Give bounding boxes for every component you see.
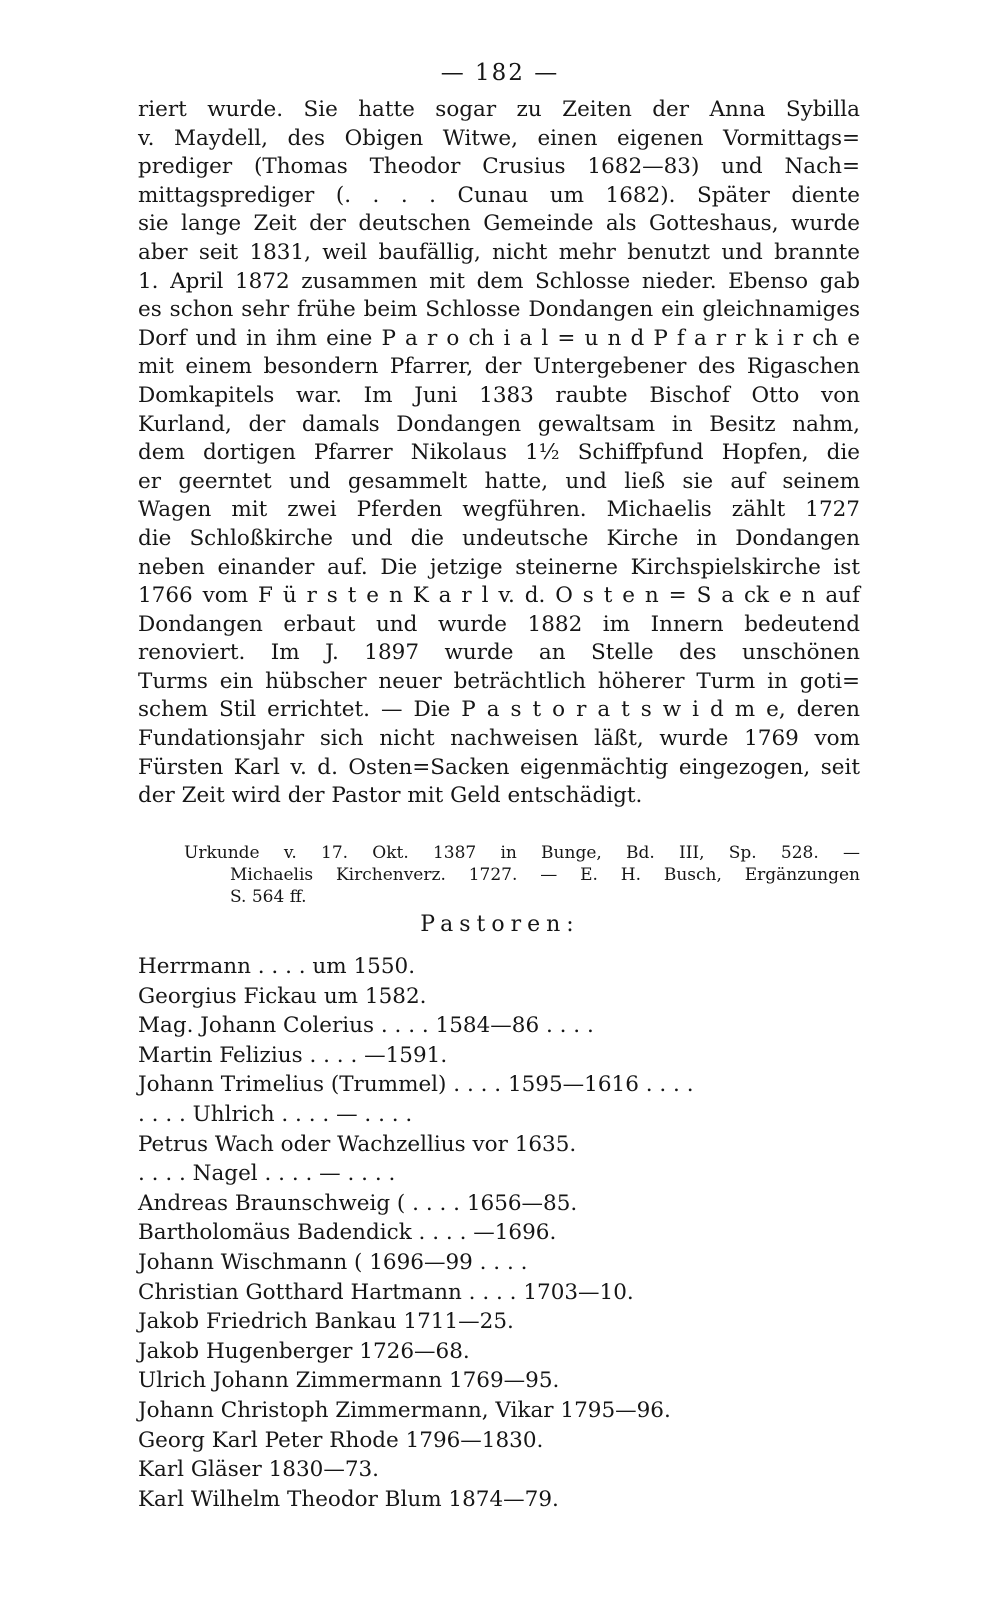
- text-line: es schon sehr frühe beim Schlosse Dondangen ein gleichnamiges: [138, 297, 860, 323]
- text-line: die Schloßkirche und die undeutsche Kirche in Dondangen: [138, 525, 860, 551]
- main-paragraph: [138, 96, 860, 811]
- footnote-line: Michaelis Kirchenverz. 1727. — E. H. Busch, Ergänzungen: [230, 865, 860, 885]
- footnote-line: S. 564 ff.: [230, 887, 307, 907]
- text-line: Domkapitels war. Im Juni 1383 raubte Bischof Otto von: [138, 382, 860, 408]
- pastor-entry: Jakob Hugenberger 1726—68.: [138, 1338, 470, 1364]
- text-line: schem Stil errichtet. — Die P a s t o r a t s w i d m e, deren: [138, 697, 860, 723]
- pastor-entry: Johann Christoph Zimmermann, Vikar 1795—96.: [138, 1397, 671, 1423]
- pastor-entry: Georgius Fickau um 1582.: [138, 983, 427, 1009]
- pastor-entry: Martin Felizius . . . . —1591.: [138, 1042, 448, 1068]
- text-line: prediger (Thomas Theodor Crusius 1682—83) und Nach=: [138, 154, 860, 180]
- pastor-entry: Johann Trimelius (Trummel) . . . . 1595—1616 . . . .: [138, 1072, 694, 1098]
- text-line: er geerntet und gesammelt hatte, und ließ sie auf seinem: [138, 468, 860, 494]
- source-footnote: [138, 842, 860, 908]
- pastor-entry: Mag. Johann Colerius . . . . 1584—86 . . . .: [138, 1013, 594, 1039]
- pastors-list: [138, 952, 898, 1514]
- text-line: 1. April 1872 zusammen mit dem Schlosse nieder. Ebenso gab: [138, 268, 860, 294]
- pastor-entry: Christian Gotthard Hartmann . . . . 1703—10.: [138, 1279, 634, 1305]
- text-line: Turms ein hübscher neuer beträchtlich höherer Turm in goti=: [138, 668, 860, 694]
- text-line: Dondangen erbaut und wurde 1882 im Innern bedeutend: [138, 611, 860, 637]
- text-line: aber seit 1831, weil baufällig, nicht mehr benutzt und brannte: [138, 239, 860, 265]
- pastor-entry: . . . . Uhlrich . . . . — . . . .: [138, 1101, 413, 1127]
- text-line: mit einem besondern Pfarrer, der Untergebener des Rigaschen: [138, 354, 860, 380]
- pastor-entry: Karl Wilhelm Theodor Blum 1874—79.: [138, 1486, 559, 1512]
- text-line: Dorf und in ihm eine P a r o ch i a l = u n d P f a r r k i r ch e: [138, 325, 860, 351]
- text-line: riert wurde. Sie hatte sogar zu Zeiten der Anna Sybilla: [138, 97, 860, 122]
- pastor-entry: Ulrich Johann Zimmermann 1769—95.: [138, 1368, 560, 1394]
- text-line: dem dortigen Pfarrer Nikolaus 1½ Schiffpfund Hopfen, die: [138, 440, 860, 466]
- pastor-entry: Andreas Braunschweig ( . . . . 1656—85.: [138, 1190, 578, 1216]
- text-line: sie lange Zeit der deutschen Gemeinde als Gotteshaus, wurde: [138, 211, 860, 237]
- pastor-entry: Petrus Wach oder Wachzellius vor 1635.: [138, 1131, 577, 1157]
- pastors-heading: Pastoren:: [420, 912, 580, 937]
- pastor-entry: Herrmann . . . . um 1550.: [138, 954, 416, 979]
- pastor-entry: . . . . Nagel . . . . — . . . .: [138, 1161, 396, 1187]
- text-line: Kurland, der damals Dondangen gewaltsam in Besitz nahm,: [138, 411, 860, 437]
- text-line: Wagen mit zwei Pferden wegführen. Michaelis zählt 1727: [138, 497, 860, 523]
- text-line: mittagsprediger (. . . . Cunau um 1682). Später diente: [138, 182, 860, 208]
- text-line: 1766 vom F ü r s t e n K a r l v. d. O s t e n = S a ck e n auf: [138, 583, 860, 609]
- text-line: renoviert. Im J. 1897 wurde an Stelle des unschönen: [138, 640, 860, 666]
- text-line: v. Maydell, des Obigen Witwe, einen eigenen Vormittags=: [138, 125, 860, 151]
- footnote-line: Urkunde v. 17. Okt. 1387 in Bunge, Bd. III, Sp. 528. —: [184, 843, 860, 863]
- pastor-entry: Georg Karl Peter Rhode 1796—1830.: [138, 1427, 544, 1453]
- pastor-entry: Karl Gläser 1830—73.: [138, 1457, 380, 1483]
- pastor-entry: Johann Wischmann ( 1696—99 . . . .: [138, 1249, 528, 1275]
- text-line: der Zeit wird der Pastor mit Geld entschädigt.: [138, 783, 643, 809]
- text-line: Fürsten Karl v. d. Osten=Sacken eigenmächtig eingezogen, seit: [138, 754, 860, 780]
- page-number: — 182 —: [440, 60, 560, 86]
- text-line: Fundationsjahr sich nicht nachweisen läßt, wurde 1769 vom: [138, 726, 860, 752]
- text-line: neben einander auf. Die jetzige steinerne Kirchspielskirche ist: [138, 554, 860, 580]
- pastor-entry: Bartholomäus Badendick . . . . —1696.: [138, 1220, 557, 1246]
- pastor-entry: Jakob Friedrich Bankau 1711—25.: [138, 1309, 514, 1335]
